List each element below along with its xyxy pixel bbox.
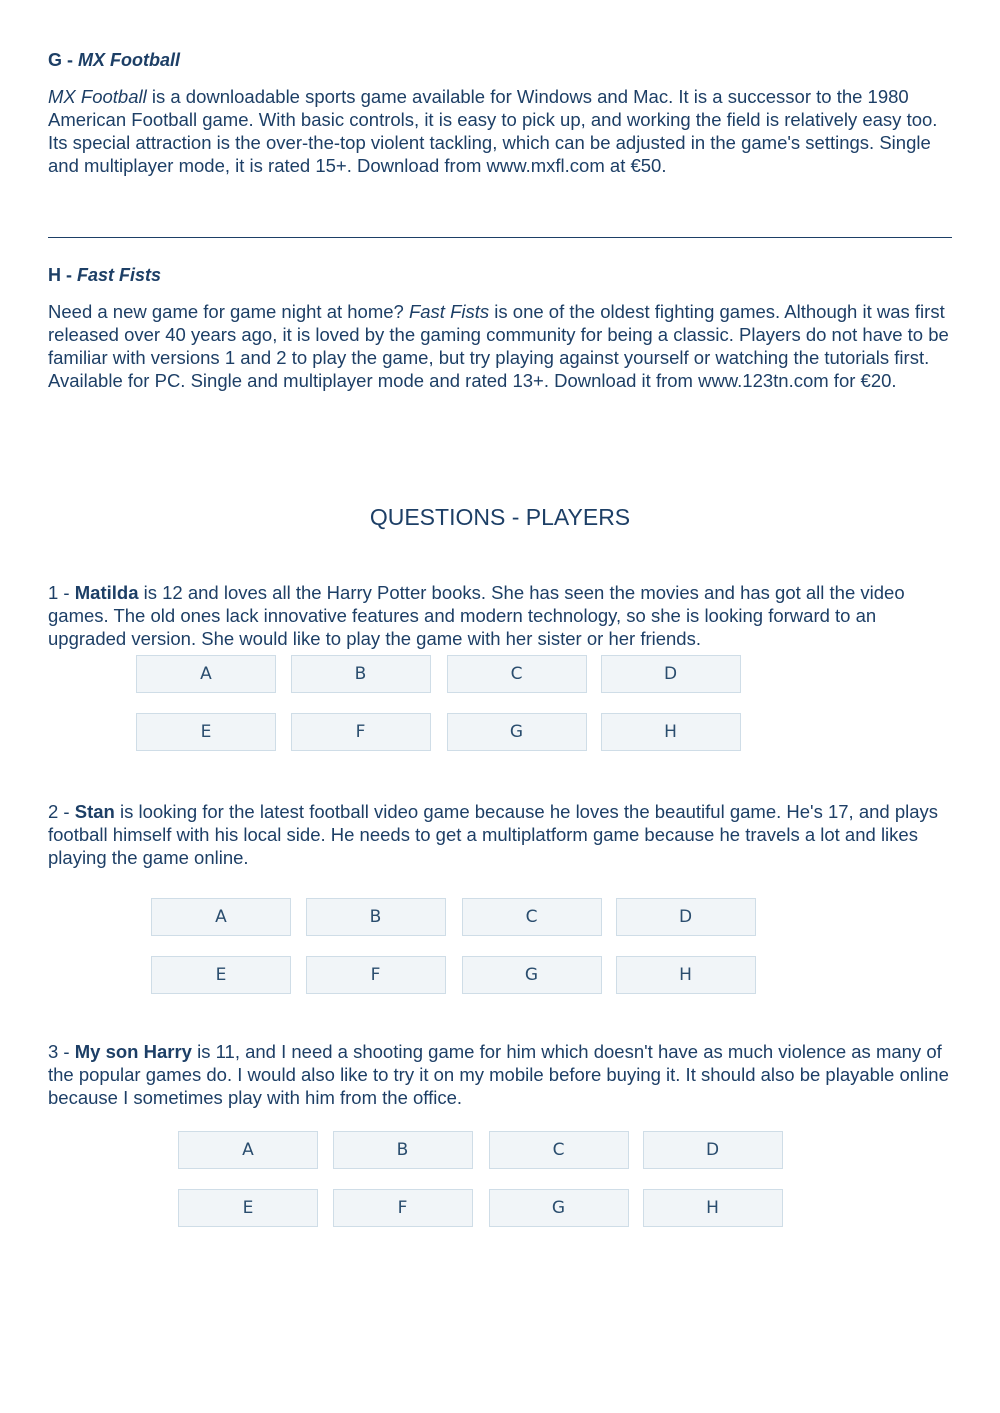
section-g-description xyxy=(48,85,958,177)
option-h-button[interactable]: H xyxy=(616,956,756,994)
section-g-separator: - xyxy=(62,50,79,70)
question-2-separator: - xyxy=(58,801,75,822)
question-1-name: Matilda xyxy=(74,582,139,603)
option-a-button[interactable]: A xyxy=(151,898,291,936)
option-b-button[interactable]: B xyxy=(306,898,446,936)
section-g-heading xyxy=(48,49,180,71)
questions-title: QUESTIONS - PLAYERS xyxy=(369,504,631,530)
option-f-button[interactable]: F xyxy=(306,956,446,994)
question-3-name: My son Harry xyxy=(74,1041,192,1062)
question-1-body: is 12 and loves all the Harry Potter books. She has seen the movies and has got all the video games. The old ones lack innovative features and modern technology, so she is looking forward to an upgraded version. She would like to play the game with her sister or her friends. xyxy=(48,582,905,649)
option-a-button[interactable]: A xyxy=(178,1131,318,1169)
option-c-button[interactable]: C xyxy=(489,1131,629,1169)
section-h-heading xyxy=(48,264,161,286)
section-divider xyxy=(48,237,952,238)
question-1-text xyxy=(48,581,958,650)
option-d-button[interactable]: D xyxy=(643,1131,783,1169)
option-h-button[interactable]: H xyxy=(643,1189,783,1227)
section-g-body: is a downloadable sports game available for Windows and Mac. It is a successor to the 1980 American Football game. With basic controls, it is easy to pick up, and working the field is relatively easy too. Its special attraction is the over-the-top violent tackling, which can be adjusted in the game's settings. Single and multiplayer mode, it is rated 15+. Download from www.mxfl.com at €50. xyxy=(48,86,938,176)
option-e-button[interactable]: E xyxy=(178,1189,318,1227)
section-g-title: MX Football xyxy=(78,50,181,70)
option-a-button[interactable]: A xyxy=(136,655,276,693)
option-e-button[interactable]: E xyxy=(136,713,276,751)
section-h-letter: H xyxy=(48,265,61,285)
option-h-button[interactable]: H xyxy=(601,713,741,751)
question-1-separator: - xyxy=(58,582,75,603)
section-h-separator: - xyxy=(61,265,77,285)
option-b-button[interactable]: B xyxy=(333,1131,473,1169)
option-g-button[interactable]: G xyxy=(462,956,602,994)
section-g-body-title: MX Football xyxy=(48,86,147,107)
option-c-button[interactable]: C xyxy=(447,655,587,693)
question-3-separator: - xyxy=(58,1041,75,1062)
option-d-button[interactable]: D xyxy=(601,655,741,693)
option-f-button[interactable]: F xyxy=(291,713,431,751)
section-h-body-before: Need a new game for game night at home? xyxy=(48,301,409,322)
question-2-body: is looking for the latest football video game because he loves the beautiful game. He's 17, and plays football himself with his local side. He needs to get a multiplatform game because he travels a lot and likes playing the game online. xyxy=(48,801,939,868)
section-g-letter: G xyxy=(48,50,63,70)
question-2-name: Stan xyxy=(74,801,115,822)
question-3-number: 3 xyxy=(48,1041,59,1062)
section-h-description xyxy=(48,300,958,392)
section-h-title: Fast Fists xyxy=(77,265,162,285)
option-b-button[interactable]: B xyxy=(291,655,431,693)
option-d-button[interactable]: D xyxy=(616,898,756,936)
question-2-number: 2 xyxy=(48,801,59,822)
section-h-body-after: is one of the oldest fighting games. Although it was first released over 40 years ago, it is loved by the gaming community for being a classic. Players do not have to be familiar with versions 1 and 2 to play the game, but try playing against yourself or watching the tutorials first. Available for PC. Single and multiplayer mode and rated 13+. Download it from www.123tn.com for €20. xyxy=(48,301,949,391)
question-2-text xyxy=(48,800,958,869)
option-g-button[interactable]: G xyxy=(447,713,587,751)
option-c-button[interactable]: C xyxy=(462,898,602,936)
question-3-text xyxy=(48,1040,958,1109)
question-1-number: 1 xyxy=(48,582,59,603)
option-g-button[interactable]: G xyxy=(489,1189,629,1227)
option-f-button[interactable]: F xyxy=(333,1189,473,1227)
section-h-body-title: Fast Fists xyxy=(408,301,490,322)
option-e-button[interactable]: E xyxy=(151,956,291,994)
question-3-body: is 11, and I need a shooting game for him which doesn't have as much violence as many of the popular games do. I would also like to try it on my mobile before buying it. It should also be playable online because I sometimes play with him from the office. xyxy=(48,1041,949,1108)
